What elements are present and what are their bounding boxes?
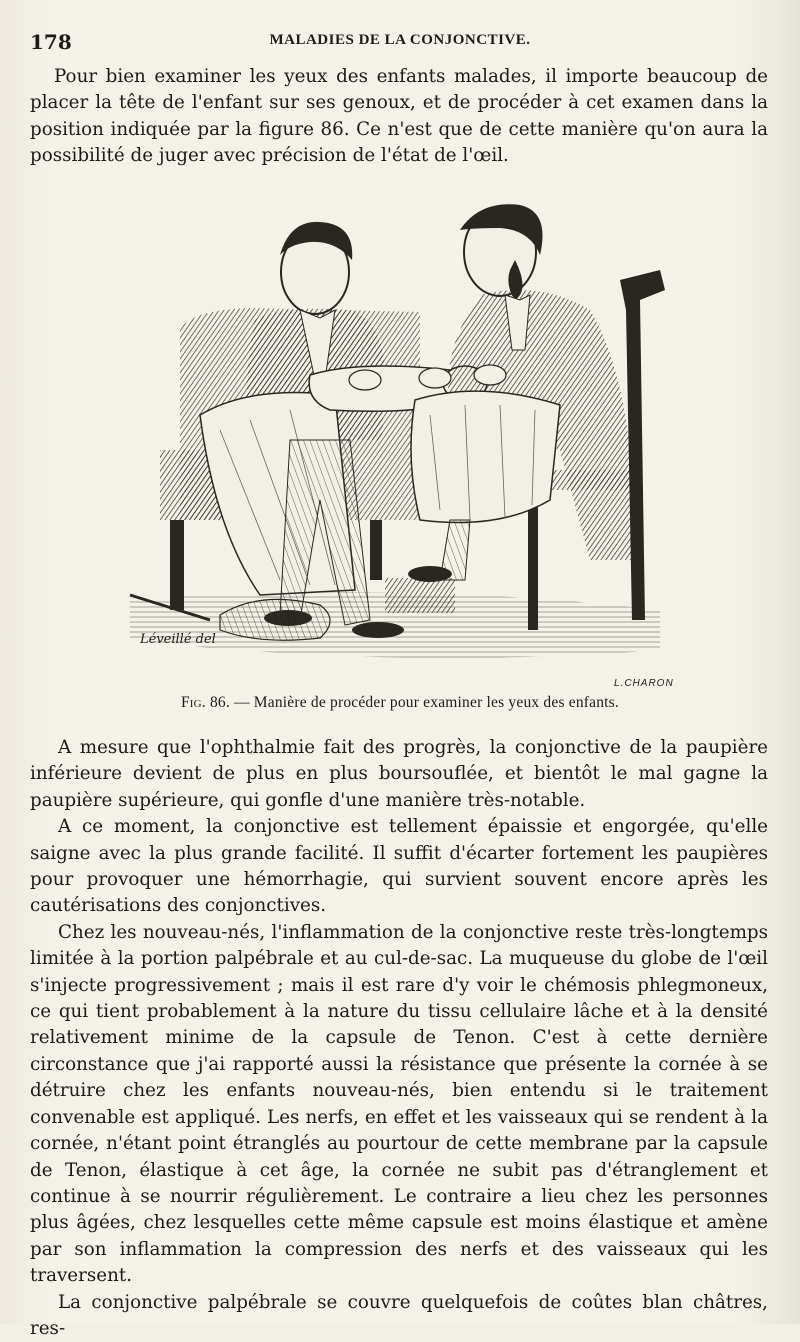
figure-caption-text: — Manière de procéder pour examiner les yeux des enfants. (229, 694, 619, 711)
running-head (30, 30, 770, 56)
figure-label: Fig. 86. (180, 694, 230, 711)
paragraph-4: La conjonctive palpébrale se couvre quelquefois de coûtes blan châtres, res- (30, 1291, 768, 1339)
page-number: 178 (30, 30, 72, 54)
figure-caption (0, 694, 800, 712)
engraver-signature: L.CHARON (614, 678, 674, 689)
paragraph-2: A ce moment, la conjonctive est tellement épaissie et engorgée, qu'elle saigne avec la plus grande facilité. Il suffit d'écarter fortement les paupières pour provoquer une hémorrhagie, qui survient souvent encore après les cautérisations des conjonctives. (30, 816, 768, 917)
footstool (385, 578, 455, 613)
paragraph-3: Chez les nouveau-nés, l'inflammation de la conjonctive reste très-longtemps limitée à la portion palpébrale et au cul-de-sac. La muqueuse du globe de l'œil s'injecte progressivement ; mais il est rare d'y voir le chémosis phlegmoneux, ce qui tient probablement à la nature du tissu cellulaire lâche et à la densité relativement minime de la capsule de Tenon. C'est à cette dernière circonstance que j'ai rapporté aussi la résistance que présente la cornée à se détruire chez les enfants nouveau-nés, bien entendu si le traitement convenable est appliqué. Les nerfs, en effet et les vaisseaux qui se rendent à la cornée, n'étant point étranglés au pourtour de cette membrane par la capsule de Tenon, élastique à cet âge, la cornée ne subit pas d'étranglement et continue à se nourrir régulièrement. Le contraire a lieu chez les personnes plus âgées, chez lesquelles cette même capsule est moins élastique et amène par son inflammation la compression des nerfs et des vaisseaux qui les traversent. (30, 921, 768, 1287)
paragraph-1: A mesure que l'ophthalmie fait des progrès, la conjonctive de la paupière inférieure devient de plus en plus boursouflée, et bientôt le mal gagne la paupière supérieure, qui gonfle d'une manière très-notable. (30, 737, 768, 811)
body-text (30, 735, 768, 1342)
engraving-figure-86 (120, 200, 680, 690)
artist-signature: Léveillé del (140, 632, 216, 647)
engraving-illustration (120, 200, 680, 690)
intro-paragraph: Pour bien examiner les yeux des enfants malades, il importe beaucoup de placer la tête de l'enfant sur ses genoux, et de procéder à cet examen dans la position indiquée par la figure 86. Ce n'est que de cette manière qu'on aura la possibilité de juger avec précision de l'état de l'œil. (30, 66, 768, 167)
running-title: MALADIES DE LA CONJONCTIVE. (269, 32, 531, 48)
right-man-apron (411, 391, 560, 522)
intro-text (30, 64, 768, 170)
